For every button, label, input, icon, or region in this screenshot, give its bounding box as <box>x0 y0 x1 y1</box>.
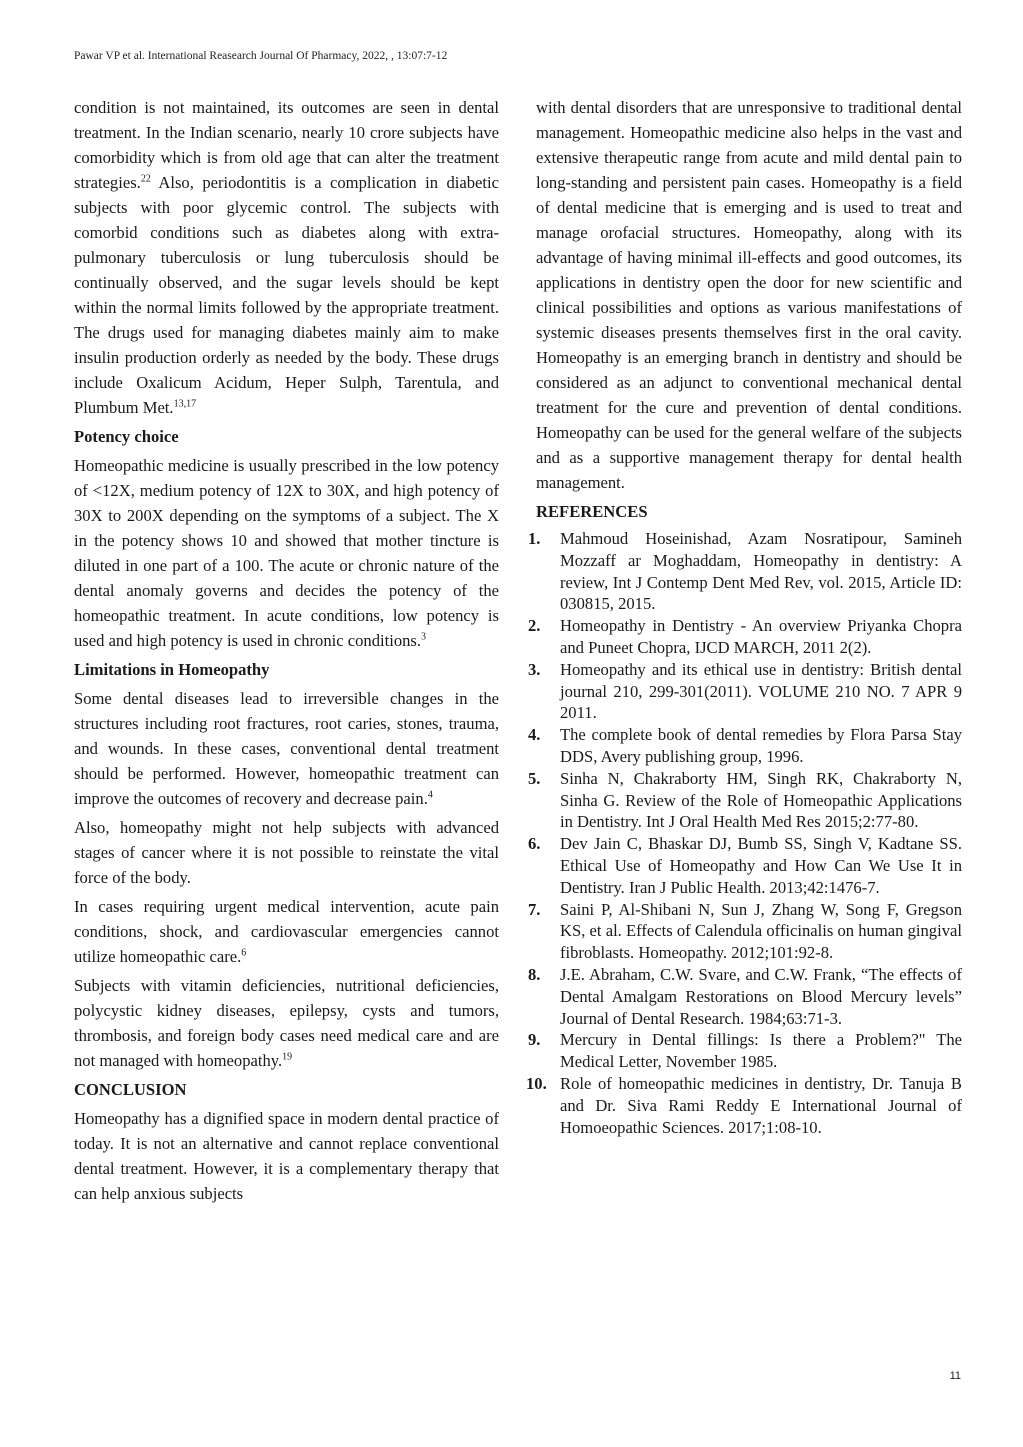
reference-item <box>528 768 962 833</box>
reference-text: Homeopathy and its ethical use in dentistry: British dental journal 210, 299-301(2011). VOLUME 210 NO. 7 APR 9 2011. <box>560 659 962 723</box>
citation-superscript: 13,17 <box>173 398 197 410</box>
section-heading-potency: Potency choice <box>74 427 179 446</box>
reference-number: 6. <box>528 834 541 854</box>
reference-item <box>528 899 962 964</box>
reference-number: 1. <box>528 529 541 548</box>
reference-number: 10. <box>526 1073 547 1093</box>
reference-text: Role of homeopathic medicines in dentistry, Dr. Tanuja B and Dr. Siva Rami Reddy E International Journal of Homoeopathic Sciences. 2017;1:08-10. <box>560 1073 962 1137</box>
right-column <box>526 95 962 1138</box>
text-run: Subjects with vitamin deficiencies, nutritional deficiencies, polycystic kidney diseases, epilepsy, cysts and tumors, thrombosis, and foreign body cases need medical care and are not managed with homeopathy. <box>74 976 499 1070</box>
reference-list <box>526 528 962 1138</box>
reference-number: 8. <box>528 964 541 984</box>
citation-superscript: 19 <box>282 1051 293 1063</box>
reference-text: Dev Jain C, Bhaskar DJ, Bumb SS, Singh V, Kadtane SS. Ethical Use of Homeopathy and How Can We Use It in Dentistry. Iran J Public Health. 2013;42:1476-7. <box>560 834 962 897</box>
text-run: Homeopathic medicine is usually prescribed in the low potency of <12X, medium potency of 12X to 30X, and high potency of 30X to 200X depending on the symptoms of a subject. The X in the potency shows 10 and showed that mother tincture is diluted in one part of a 100. The acute or chronic nature of the dental anomaly governs and decides the potency of the homeopathic treatment. In acute conditions, low potency is used and high potency is used in chronic conditions. <box>74 456 499 650</box>
paragraph-conclusion: Homeopathy has a dignified space in modern dental practice of today. It is not an alternative and cannot replace conventional dental treatment. However, it is a complementary therapy that can help anxious subjects <box>74 1109 499 1203</box>
citation-superscript: 3 <box>421 631 427 643</box>
reference-number: 9. <box>528 1030 541 1050</box>
text-run: condition is not maintained, its outcomes are seen in dental treatment. In the Indian scenario, nearly 10 crore subjects have comorbidity which is from old age that can alter the treatment strategies. <box>74 98 499 192</box>
reference-text: Homeopathy in Dentistry - An overview Priyanka Chopra and Puneet Chopra, IJCD MARCH, 2011 2(2). <box>560 616 962 657</box>
paragraph-irreversible <box>74 686 499 811</box>
left-column <box>74 95 499 1210</box>
reference-text: Saini P, Al-Shibani N, Sun J, Zhang W, Song F, Gregson KS, et al. Effects of Calendula officinalis on human gingival fibroblasts. Homeopathy. 2012;101:92-8. <box>560 899 962 963</box>
reference-number: 2. <box>528 616 541 636</box>
reference-item <box>528 528 962 615</box>
text-run: Also, periodontitis is a complication in diabetic subjects with poor glycemic control. The subjects with comorbid conditions such as diabetes along with extra-pulmonary tuberculosis or lung tuberculosis should be continually observed, and the sugar levels should be kept within the normal limits followed by the appropriate treatment. The drugs used for managing diabetes mainly aim to make insulin production orderly as needed by the body. These drugs include Oxalicum Acidum, Heper Sulph, Tarentula, and Plumbum Met. <box>74 173 499 417</box>
reference-item <box>528 833 962 898</box>
reference-item <box>528 724 962 768</box>
reference-number: 3. <box>528 659 541 679</box>
reference-number: 4. <box>528 725 541 745</box>
section-heading-references: REFERENCES <box>536 502 648 521</box>
page-number: 11 <box>949 1370 961 1382</box>
reference-number: 5. <box>528 768 541 788</box>
reference-item <box>528 964 962 1029</box>
running-header: Pawar VP et al. International Reasearch Journal Of Pharmacy, 2022, , 13:07:7-12 <box>74 50 448 62</box>
paragraph-urgent <box>74 894 499 969</box>
reference-text: The complete book of dental remedies by Flora Parsa Stay DDS, Avery publishing group, 1996. <box>560 725 962 766</box>
reference-text: Mahmoud Hoseinishad, Azam Nosratipour, Samineh Mozzaff ar Moghaddam, Homeopathy in dentistry: A review, Int J Contemp Dent Med Rev, vol. 2015, Article ID: 030815, 2015. <box>560 529 962 614</box>
reference-text: Sinha N, Chakraborty HM, Singh RK, Chakraborty N, Sinha G. Review of the Role of Homeopathic Applications in Dentistry. Int J Oral Health Med Res 2015;2:77-80. <box>560 768 962 832</box>
paragraph-cancer: Also, homeopathy might not help subjects with advanced stages of cancer where it is not possible to reinstate the vital force of the body. <box>74 818 499 887</box>
citation-superscript: 4 <box>427 789 433 801</box>
section-heading-limitations: Limitations in Homeopathy <box>74 660 270 679</box>
citation-superscript: 6 <box>241 947 247 959</box>
reference-number: 7. <box>528 899 541 919</box>
reference-text: J.E. Abraham, C.W. Svare, and C.W. Frank, “The effects of Dental Amalgam Restorations on Blood Mercury levels” Journal of Dental Research. 1984;63:71-3. <box>560 964 962 1028</box>
reference-text: Mercury in Dental fillings: Is there a Problem?" The Medical Letter, November 1985. <box>560 1030 962 1072</box>
reference-item <box>528 1029 962 1073</box>
paragraph-potency <box>74 453 499 653</box>
reference-item <box>528 659 962 724</box>
reference-item <box>528 615 962 659</box>
section-heading-conclusion: CONCLUSION <box>74 1080 187 1099</box>
reference-item <box>526 1073 962 1138</box>
paragraph-comorbidity <box>74 95 499 420</box>
text-run: In cases requiring urgent medical intervention, acute pain conditions, shock, and cardiovascular emergencies cannot utilize homeopathic care. <box>74 897 499 966</box>
paragraph-conclusion-cont: with dental disorders that are unresponsive to traditional dental management. Homeopathic medicine also helps in the vast and extensive therapeutic range from acute and mild dental pain to long-standing and persistent pain cases. Homeopathy is a field of dental medicine that is emerging and is used to treat and manage orofacial structures. Homeopathy, along with its advantage of having minimal ill-effects and good outcomes, its applications in dentistry open the door for new scientific and clinical possibilities and options as various manifestations of systemic diseases presents themselves first in the oral cavity. Homeopathy is an emerging branch in dentistry and should be considered as an adjunct to conventional mechanical dental treatment for the cure and prevention of dental conditions. Homeopathy can be used for the general welfare of the subjects and as a supportive management therapy for dental health management. <box>536 98 962 492</box>
paragraph-deficiencies <box>74 973 499 1073</box>
text-run: Some dental diseases lead to irreversible changes in the structures including root fractures, root caries, stones, trauma, and wounds. In these cases, conventional dental treatment should be performed. However, homeopathic treatment can improve the outcomes of recovery and decrease pain. <box>74 689 499 808</box>
citation-superscript: 22 <box>140 173 151 185</box>
